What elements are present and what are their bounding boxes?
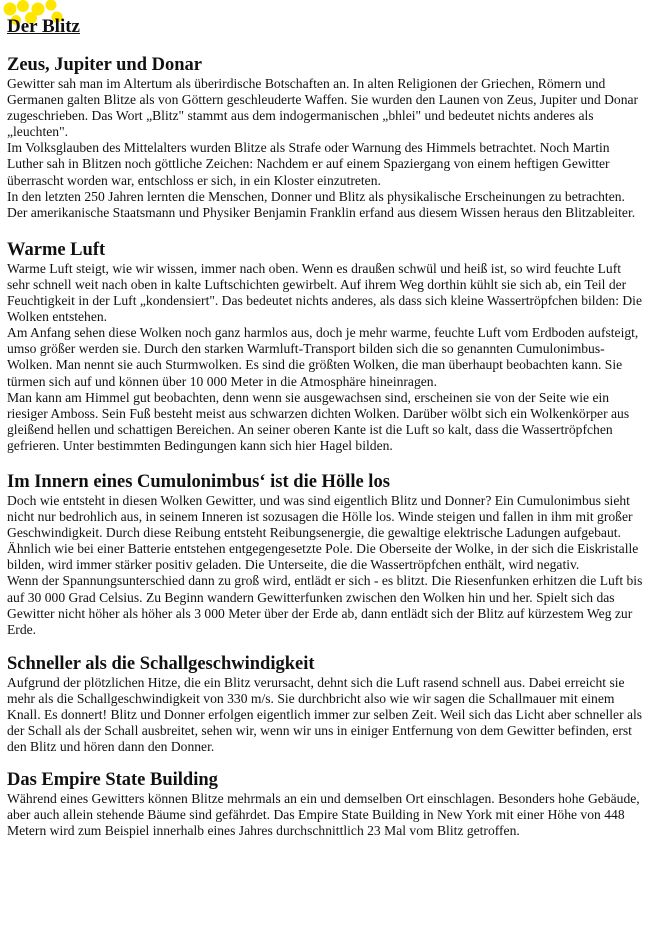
document-page [7,0,643,840]
paragraph: Während eines Gewitters können Blitze mehrmals an ein und demselben Ort einschlagen. Besonders hohe Gebäude, aber auch allein stehende Bäume sind gefährdet. Das Empire State Building in New York mit einer Höhe von 448 Metern wird zum Beispiel innerhalb eines Jahres durchschnittlich 23 Mal vom Blitz getroffen. [7,791,640,839]
paragraph: In den letzten 250 Jahren lernten die Menschen, Donner und Blitz als physikalische Erscheinungen zu betrachten. Der amerikanische Staatsmann und Physiker Benjamin Franklin erfand aus diesem Wissen heraus den Blitzableiter. [7,188,636,220]
paragraph: Doch wie entsteht in diesen Wolken Gewitter, und was sind eigentlich Blitz und Donner? Ein Cumulonimbus sieht nicht nur bedrohlich aus, in seinem Inneren ist sozusagen die Hölle los. Winde steigen und fallen in ihm mit großer Geschwindigkeit. Durch diese Reibung entsteht Reibungsenergie, die gewaltige elektrische Ladungen aufgebaut. Ähnlich wie bei einer Batterie entstehen entgegengesetzte Pole. Die Oberseite der Wolke, in der sich die Eiskristalle bilden, wird immer stärker positiv geladen. Die Unterseite, die die Wassertröpfchen enthält, wird negativ. [7,492,639,573]
section-empire-state-building [7,769,643,839]
section-heading: Im Innern eines Cumulonimbus‘ ist die Hölle los [7,471,390,492]
paragraph: Warme Luft steigt, wie wir wissen, immer nach oben. Wenn es draußen schwül und heiß ist, so wird feuchte Luft sehr schnell weit nach oben in kalte Luftschichten gewirbelt. Auf ihrem Weg dorthin kühlt sie sich ab, ein Teil der Feuchtigkeit in der Luft „kondensiert". Das bedeutet nichts anderes, als dass sich kleine Wassertröpfchen bilden: Die Wolken entstehen. [7,260,642,325]
paragraph: Aufgrund der plötzlichen Hitze, die ein Blitz verursacht, dehnt sich die Luft rasend schnell aus. Dabei erreicht sie mehr als die Schallgeschwindigkeit von 330 m/s. Sie durchbricht also wie wir sagen die Schallmauer mit einem Knall. Es donnert! Blitz und Donner erfolgen eigentlich immer zur selben Zeit. Weil sich das Licht aber schneller als der Schall als der Schall ausbreitet, sehen wir, wenn wir uns in einiger Entfernung von dem Gewitter befinden, erst den Blitz und hören dann den Donner. [7,674,643,755]
section-zeus-jupiter-donar [7,54,643,221]
section-heading: Schneller als die Schallgeschwindigkeit [7,653,315,674]
section-warme-luft [7,239,643,454]
section-cumulonimbus [7,471,643,638]
section-heading: Das Empire State Building [7,770,218,791]
paragraph: Gewitter sah man im Altertum als überirdische Botschaften an. In alten Religionen der Griechen, Römern und Germanen galten Blitze als von Göttern geschleuderte Waffen. Sie wurden den Launen von Zeus, Jupiter und Donar zugeschrieben. Das Wort „Blitz" stammt aus dem indogermanischen „bhlei" und bedeutet nichts anderes als „leuchten". [7,76,639,140]
document-title: Der Blitz [7,16,80,37]
paragraph: Man kann am Himmel gut beobachten, denn wenn sie ausgewachsen sind, erscheinen sie von der Seite wie ein riesiger Amboss. Sein Fuß besteht meist aus schwarzen dichten Wolken. Darüber wölbt sich ein Wolkenkörper aus gleißend hellen und schattigen Bereichen. An seiner oberen Kante ist die Luft so kalt, dass die Wassertröpfchen gefrieren. Unter bestimmten Bedingungen kann sich hier Hagel bilden. [7,389,630,453]
section-heading: Zeus, Jupiter und Donar [7,55,202,75]
paragraph: Am Anfang sehen diese Wolken noch ganz harmlos aus, doch je mehr warme, feuchte Luft vom Erdboden aufsteigt, umso größer werden sie. Durch den starken Warmluft-Transport bilden sich die so genannten Cumulonimbus-Wolken. Man nennt sie auch Sturmwolken. Es sind die größten Wolken, die man überhaupt beobachten kann. Sie türmen sich auf und können über 10 000 Meter in die Atmosphäre hineinragen. [7,325,639,389]
paragraph: Im Volksglauben des Mittelalters wurden Blitze als Strafe oder Warnung des Himmels betrachtet. Noch Martin Luther sah in Blitzen noch göttliche Zeichen: Nachdem er auf einem Spaziergang von einem heftigen Gewitter überrascht worden war, entschloss er sich, in ein Kloster einzutreten. [7,140,610,188]
paragraph: Wenn der Spannungsunterschied dann zu groß wird, entlädt er sich - es blitzt. Die Riesenfunken erhitzen die Luft bis auf 30 000 Grad Celsius. Zu Beginn wandern Gewitterfunken zwischen den Wolken hin und her. Spielt sich das Gewitter nicht höher als höher als 3 000 Meter über der Erde ab, dann entlädt sich der Blitz auf kürzestem Weg zur Erde. [7,573,643,637]
section-schallgeschwindigkeit [7,653,643,755]
section-heading: Warme Luft [7,239,106,260]
